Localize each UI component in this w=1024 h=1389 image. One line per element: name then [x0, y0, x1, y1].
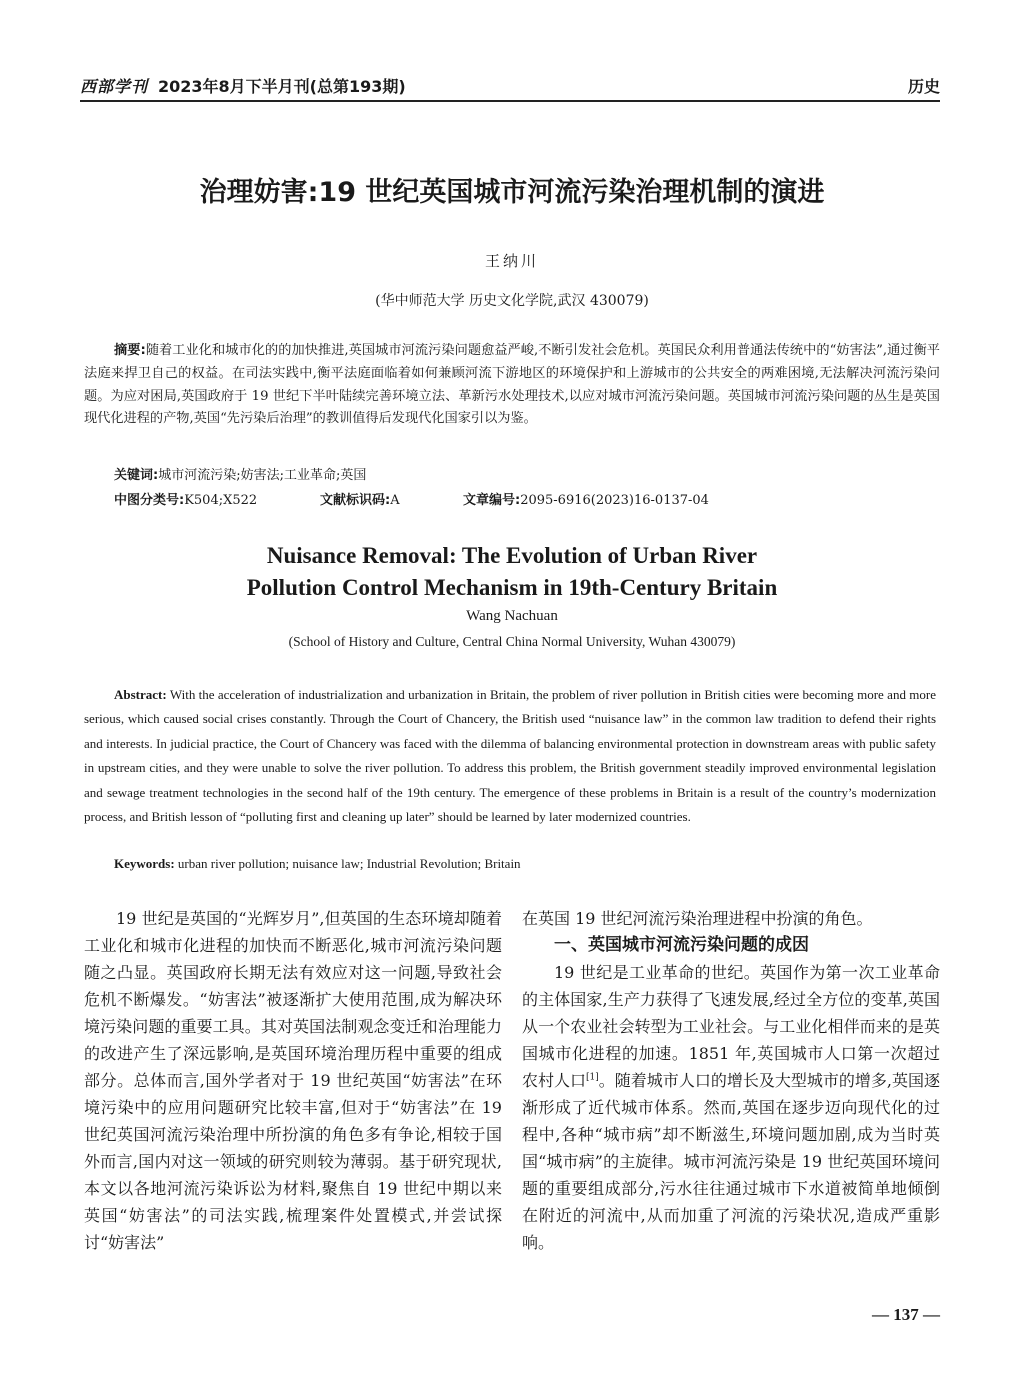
english-keywords-label: Keywords:	[114, 856, 175, 871]
chinese-keywords	[114, 464, 366, 483]
document-code-label: 文献标识码:	[320, 493, 391, 508]
chinese-author: 王纳川	[484, 252, 539, 270]
english-keywords-text: urban river pollution; nuisance law; Industrial Revolution; Britain	[177, 856, 521, 871]
header-rule	[80, 100, 940, 102]
journal-logo: 西部学刊	[80, 77, 149, 96]
running-header	[80, 72, 940, 98]
issue-info: 2023年8月下半月刊(总第193期)	[158, 77, 406, 96]
body-column-left	[84, 905, 502, 1256]
chinese-title: 治理妨害:19 世纪英国城市河流污染治理机制的演进	[199, 177, 825, 208]
english-author: Wang Nachuan	[466, 608, 558, 624]
english-title-line-2: Pollution Control Mechanism in 19th-Century Britain	[246, 575, 778, 600]
english-abstract-label: Abstract:	[114, 687, 167, 702]
citation-marker: [1]	[586, 1072, 599, 1083]
chinese-abstract-label: 摘要:	[114, 343, 146, 358]
document-code-value: A	[390, 493, 400, 508]
english-title	[0, 540, 1024, 604]
chinese-abstract-text: 随着工业化和城市化的的加快推进,英国城市河流污染问题愈益严峻,不断引发社会危机。英国民众利用普通法传统中的“妨害法”,通过衡平法庭来捍卫自己的权益。在司法实践中,衡平法庭面临着如何兼顾河流下游地区的环境保护和上游城市的公共安全的两难困境,无法解决河流污染问题。为应对困局,英国政府于 19 世纪下半叶陆续完善环境立法、革新污水处理技术,以应对城市河流污染问题。英国城市河流污染问题的丛生是英国现代化进程的产物,英国“先污染后治理”的教训值得后发现代化国家引以为鉴。	[84, 343, 940, 427]
document-code	[320, 489, 400, 508]
body-paragraph-causes	[522, 959, 940, 1256]
english-abstract-text: With the acceleration of industrialization and urbanization in Britain, the problem of river pollution in British cities were becoming more and more serious, which caused social crises constantly. Through the Court of Chancery, the British used “nuisance law” in the common law tradition to defend their rights and interests. In judicial practice, the Court of Chancery was faced with the dilemma of balancing environmental protection in downstream areas with public safety in upstream cities, and they were unable to solve the river pollution. To address this problem, the British government steadily improved environmental legislation and sewage treatment technologies in the second half of the 19th century. The emergence of these problems in Britain is a result of the country’s modernization process, and British lesson of “polluting first and cleaning up later” should be learned by later modernized countries.	[84, 687, 937, 825]
chinese-keywords-text: 城市河流污染;妨害法;工业革命;英国	[158, 468, 367, 483]
body-paragraph-continued: 在英国 19 世纪河流污染治理进程中扮演的角色。	[522, 909, 873, 928]
chinese-keywords-label: 关键词:	[114, 468, 159, 483]
body-column-right	[522, 905, 940, 1256]
clc-number	[114, 489, 257, 508]
chinese-affiliation: (华中师范大学 历史文化学院,武汉 430079)	[375, 293, 649, 309]
clc-value: K504;X522	[184, 493, 258, 508]
article-number	[463, 489, 709, 508]
body-paragraph-causes-part-2: 。随着城市人口的增长及大型城市的增多,英国逐渐形成了近代城市体系。然而,英国在逐步迈向现代化的过程中,各种“城市病”却不断滋生,环境问题加剧,成为当时英国“城市病”的主旋律。城市河流污染是 19 世纪英国环境问题的重要组成部分,污水往往通过城市下水道被简单地倾倒在附近的河流中,从而加重了河流的污染状况,造成严重影响。	[522, 1071, 940, 1252]
body-paragraph-causes-part-1: 19 世纪是工业革命的世纪。英国作为第一次工业革命的主体国家,生产力获得了飞速发展,经过全方位的变革,英国从一个农业社会转型为工业社会。与工业化相伴而来的是英国城市化进程的加速。1851 年,英国城市人口第一次超过农村人口	[522, 963, 940, 1090]
english-abstract	[84, 683, 936, 829]
article-number-value: 2095-6916(2023)16-0137-04	[520, 493, 709, 508]
section-name: 历史	[907, 77, 940, 96]
english-title-line-1: Nuisance Removal: The Evolution of Urban River	[266, 543, 758, 568]
page-number: — 137 —	[872, 1305, 940, 1324]
body-paragraph-intro: 19 世纪是英国的“光辉岁月”,但英国的生态环境却随着工业化和城市化进程的加快而不断恶化,城市河流污染问题随之凸显。英国政府长期无法有效应对这一问题,导致社会危机不断爆发。“妨害法”被逐渐扩大使用范围,成为解决环境污染问题的重要工具。其对英国法制观念变迁和治理能力的改进产生了深远影响,是英国环境治理历程中重要的组成部分。总体而言,国外学者对于 19 世纪英国“妨害法”在环境污染中的应用问题研究比较丰富,但对于“妨害法”在 19 世纪英国河流污染治理中所扮演的角色多有争论,相较于国外而言,国内对这一领域的研究则较为薄弱。基于研究现状,本文以各地河流污染诉讼为材料,聚焦自 19 世纪中期以来英国“妨害法”的司法实践,梳理案件处置模式,并尝试探讨“妨害法”	[84, 909, 502, 1252]
section-heading: 一、英国城市河流污染问题的成因	[554, 935, 809, 955]
chinese-abstract	[84, 340, 940, 431]
clc-label: 中图分类号:	[114, 493, 185, 508]
article-number-label: 文章编号:	[463, 493, 521, 508]
english-affiliation: (School of History and Culture, Central China Normal University, Wuhan 430079)	[288, 634, 736, 649]
english-keywords	[114, 856, 521, 872]
